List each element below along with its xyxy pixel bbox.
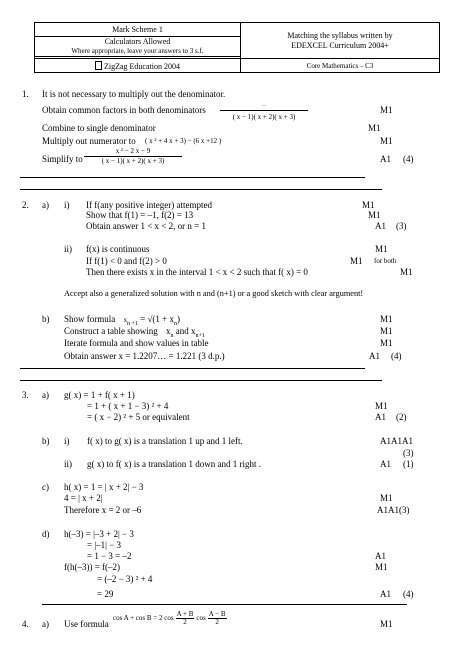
header-table <box>34 22 440 73</box>
q2-c2-s2: n+1 <box>195 332 205 339</box>
section-divider <box>42 604 407 605</box>
q3-d-line-6: = 29 <box>97 589 114 599</box>
q2-c-label-2: Construct a table showing <box>64 326 158 336</box>
q4-frac1-den: 2 <box>183 618 187 626</box>
q1-mark-1: M1 <box>380 105 393 115</box>
q4-line-1: Use formula <box>64 619 109 629</box>
q4-frac1-num: A + B <box>176 610 194 618</box>
q4-frac2-den: 2 <box>215 618 219 626</box>
q3-sub-ii: ii) <box>64 459 72 469</box>
q3-b-total-1: (3) <box>403 448 414 458</box>
q3-b-line-1: f( x) to g( x) is a translation 1 up and 1 left. <box>87 436 243 446</box>
answer-line <box>20 368 365 369</box>
q3-c-mark-2: M1 <box>380 493 393 503</box>
q1-step-1: Obtain common factors in both denominators <box>42 105 206 115</box>
q1-frac2-den: ( x − 1)( x + 2)( x + 3) <box>101 157 165 165</box>
q3-c-mark-3: A1A1(3) <box>377 505 410 515</box>
q2-a-total: (3) <box>396 221 407 231</box>
q3-b-mark-1: A1A1A1 <box>380 436 413 446</box>
q2-sub-ii: ii) <box>64 244 72 254</box>
q3-b-line-2: g( x) to f( x) is a translation 1 down and 1 right . <box>87 459 261 469</box>
q1-step-3-expr: ( x ² + 4 x + 3) − (6 x +12 ) <box>145 137 222 145</box>
module-name: Core Mathematics – C3 <box>306 61 374 70</box>
q2-a-mark-3: A1 <box>375 221 386 231</box>
q2-c-x: x <box>123 316 127 324</box>
q2-c-line-4: Obtain answer x = 1.2207… = 1.221 (3 d.p.) <box>64 351 225 361</box>
q4-formula <box>113 611 227 626</box>
q2-b-line-2: If f(1) < 0 and f(2) > 0 <box>86 256 167 266</box>
q4-mark: M1 <box>380 619 393 629</box>
q3-a-mark-2: M1 <box>375 401 388 411</box>
q2-c-sub2: n <box>173 320 177 327</box>
q2-c-mark-4: A1 <box>369 351 380 361</box>
q3-a-mark-3: A1 <box>375 412 386 422</box>
q4-expr-2: cos <box>196 614 206 622</box>
q3-c-line-2: 4 = | x + 2| <box>64 493 103 503</box>
q2-c2-x2: x <box>191 326 196 336</box>
mark-scheme-title: Mark Scheme 1 <box>35 23 241 37</box>
q2-c-rhs: = √(1 + x <box>140 314 174 324</box>
q2-b-mark-3: M1 <box>400 267 413 277</box>
q3-part-d: d) <box>42 529 50 539</box>
q2-part-a: a) <box>42 200 49 210</box>
section-divider <box>20 189 382 190</box>
calculators-allowed: Calculators Allowed <box>104 37 171 46</box>
q3-d-line-2: = |–1| − 3 <box>87 540 122 550</box>
q2-a-mark-1: M1 <box>362 200 375 210</box>
q2-b-mark-1: M1 <box>375 244 388 254</box>
publisher: ZigZag Education 2004 <box>104 61 180 71</box>
q3-b-mark-2: A1 <box>380 459 391 469</box>
q2-a-line-1: If f(any positive integer) attempted <box>86 200 212 210</box>
q4-fraction-2 <box>208 611 227 626</box>
q2-c-line-3: Iterate formula and show values in table <box>64 338 209 348</box>
answer-line <box>20 177 365 178</box>
publisher-cell <box>35 59 241 73</box>
calculator-cell <box>35 37 241 57</box>
syllabus-line-1: Matching the syllabus written by <box>287 30 393 40</box>
q2-c-mark-2: M1 <box>380 326 393 336</box>
q3-d-mark-3: A1 <box>375 551 386 561</box>
q3-c-line-1: h( x) = 1 = | x + 2| − 3 <box>64 482 144 492</box>
q3-d-mark-6: A1 <box>380 589 391 599</box>
q2-b-note: for both <box>374 257 397 265</box>
q4-frac2-num: A − B <box>208 610 226 618</box>
q1-step-2: Combine to single denominator <box>42 123 156 133</box>
q2-part-b: b) <box>42 314 50 324</box>
copyright-box-icon <box>95 61 102 70</box>
q3-c-line-3: Therefore x = 2 or –6 <box>64 505 142 515</box>
q3-d-line-1: h(–3) = |–3 + 2| − 3 <box>64 529 134 539</box>
q2-c2-s1: n <box>170 332 174 339</box>
q1-frac2-num: x ² − 2 x − 9 <box>84 148 182 157</box>
q2-c-mark-1: M1 <box>380 314 393 324</box>
q2-b-mark-2: M1 <box>350 256 363 266</box>
q3-number: 3. <box>22 390 29 400</box>
q2-b-line-4: Accept also a generalized solution with n and (n+1) or a good sketch with clear argument! <box>64 289 364 298</box>
q2-a-line-3: Obtain answer 1 < x < 2, or n = 1 <box>86 221 206 231</box>
q2-a-mark-2: M1 <box>368 210 381 220</box>
q2-c2-x1: x <box>166 326 171 336</box>
q3-part-b: b) <box>42 436 50 446</box>
q1-number: 1. <box>22 89 29 99</box>
q2-number: 2. <box>22 200 29 210</box>
q4-fraction-1 <box>176 611 195 626</box>
q2-c-end: ) <box>176 314 180 324</box>
q1-mark-2: M1 <box>368 123 381 133</box>
q2-c-label-1: Show formula <box>64 314 116 324</box>
q1-step-4: Simplify to <box>42 154 83 164</box>
q2-b-line-1: f(x) is continuous <box>86 244 150 254</box>
q1-total: (4) <box>403 154 414 164</box>
q3-d-line-3: = 1 − 3 = –2 <box>87 551 132 561</box>
q2-b-line-3: Then there exists x in the interval 1 < x < 2 such that f( x) = 0 <box>86 267 308 277</box>
q3-d-mark-4: M1 <box>375 562 388 572</box>
q3-part-c: c) <box>42 482 49 492</box>
q3-part-a: a) <box>42 390 49 400</box>
q4-expr-1: cos A + cos B = 2 cos <box>113 614 174 622</box>
q3-a-line-1: g( x) = 1 + f( x + 1) <box>64 390 135 400</box>
module-cell <box>241 59 440 73</box>
section-divider <box>20 380 382 381</box>
q2-a-line-2: Show that f(1) = –1, f(2) = 13 <box>86 210 194 220</box>
q2-c-mark-3: M1 <box>380 338 393 348</box>
q1-step-3: Multiply out numerator to <box>42 136 136 146</box>
q3-d-total: (4) <box>403 589 414 599</box>
q1-mark-3: M1 <box>380 136 393 146</box>
q3-sub-i: i) <box>64 436 70 446</box>
q4-part-a: a) <box>42 619 49 629</box>
q2-c-total: (4) <box>391 351 402 361</box>
q3-a-line-3: = ( x − 2) ² + 5 or equivalent <box>87 412 190 422</box>
q1-fraction-2 <box>84 148 182 165</box>
q1-frac1-num: ... <box>220 103 308 111</box>
q2-c2-and: and <box>175 326 189 336</box>
q3-a-line-2: = 1 + ( x + 1 − 3) ² + 4 <box>87 401 169 411</box>
sf-note: Where appropriate, leave your answers to 3 s.f. <box>71 47 204 55</box>
syllabus-line-2: EDEXCEL Curriculum 2004+ <box>291 40 389 50</box>
q3-b-total-2: (1) <box>403 459 414 469</box>
q3-d-line-4: f(h(–3)) = f(–2) <box>64 562 121 572</box>
q1-frac1-den: ( x − 1)( x + 2)( x + 3) <box>232 113 296 121</box>
q1-mark-4: A1 <box>380 154 391 164</box>
q1-intro: It is not necessary to multiply out the denominator. <box>42 89 226 99</box>
syllabus-cell <box>241 23 440 59</box>
q2-sub-i: i) <box>64 200 70 210</box>
q1-fraction-1 <box>220 103 308 121</box>
q3-a-total: (2) <box>396 412 407 422</box>
q4-number: 4. <box>22 619 29 629</box>
q3-d-line-5: = (–2 − 3) ² + 4 <box>97 574 153 584</box>
q2-c-sub: n +1 <box>127 320 138 327</box>
